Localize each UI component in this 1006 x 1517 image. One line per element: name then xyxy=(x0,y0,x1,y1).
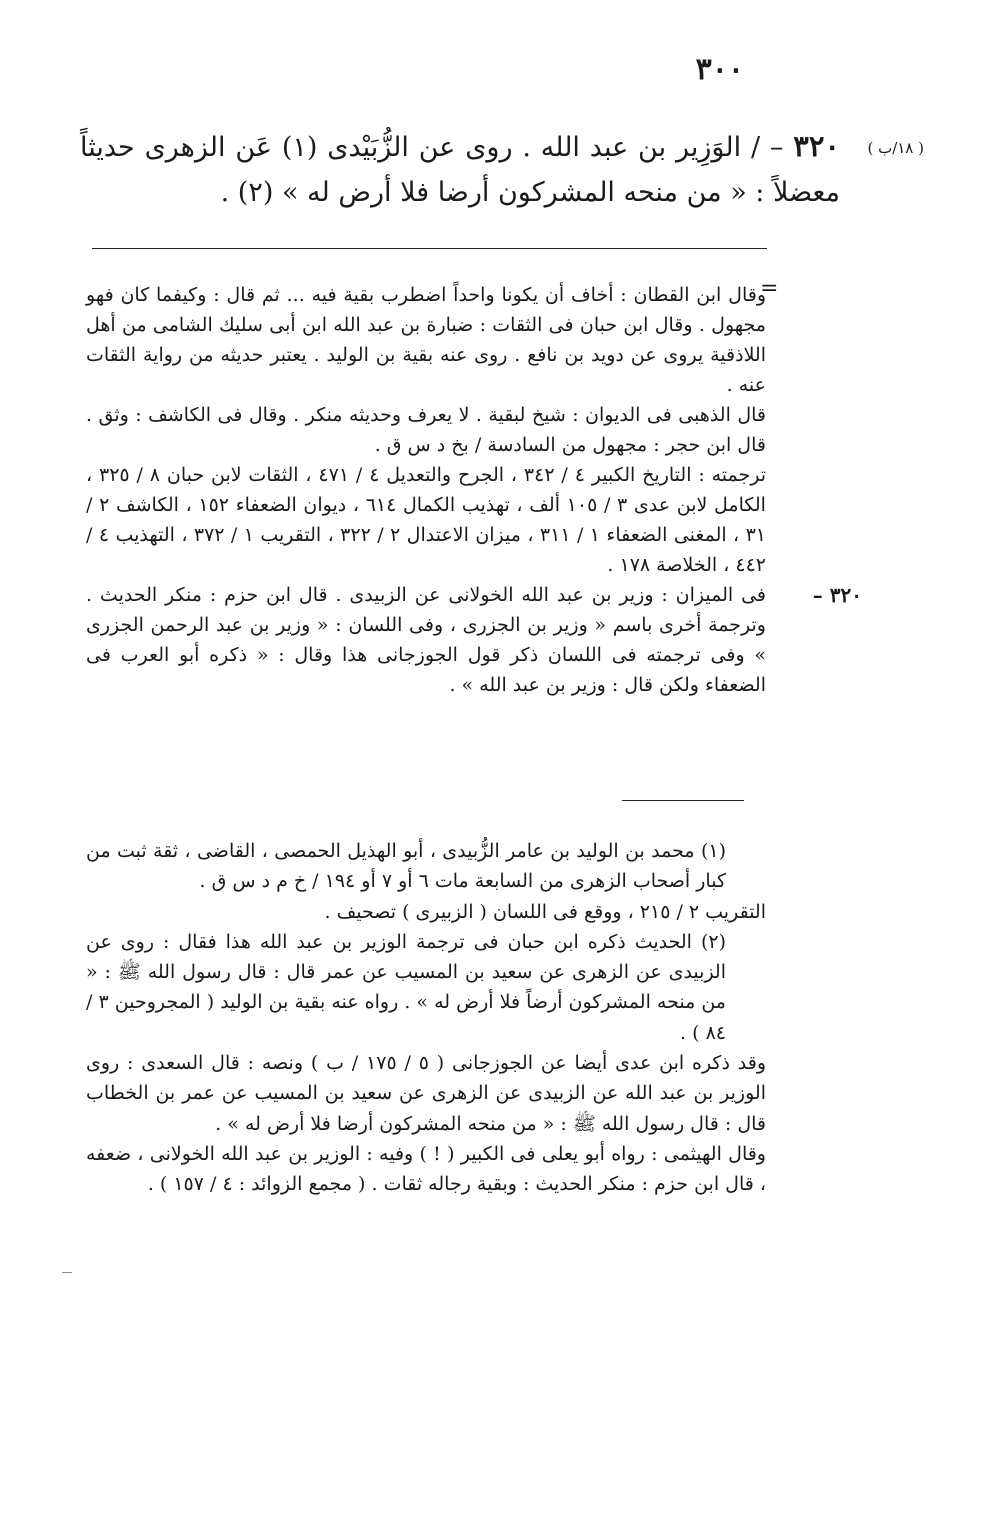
note-320-number: ٣٢٠ – xyxy=(812,583,862,607)
footnote-1: (١) محمد بن الوليد بن عامر الزُّبيدى ، أبو الهذيل الحمصى ، القاضى ، ثقة ثبت من كبار أصحاب الزهرى من السابعة مات ٦ أو ٧ أو ١٩٤ / خ م د س ق . xyxy=(86,840,726,893)
footnotes xyxy=(86,836,766,1200)
footnote-2-continuation: وقال الهيثمى : رواه أبو يعلى فى الكبير ( ! ) وفيه : الوزير بن عبد الله الخولانى ، ضعفه ، قال ابن حزم : منكر الحديث : وبقية رجاله ثقات . ( مجمع الزوائد : ٤ / ١٥٧ ) . xyxy=(86,1142,766,1196)
note-paragraph: ترجمته : التاريخ الكبير ٤ / ٣٤٢ ، الجرح والتعديل ٤ / ٤٧١ ، الثقات لابن حبان ٨ / ٣٢٥ ، الكامل لابن عدى ٣ / ١٠٥ ألف ، تهذيب الكمال ٦١٤ ، ديوان الضعفاء ١٥٢ ، الكاشف ٢ / ٣١ ، المغنى الضعفاء ١ / ٣١١ ، ميزان الاعتدال ٢ / ٣٢٢ ، التقريب ١ / ٣٧٢ ، التهذيب ٤ / ٤٤٢ ، الخلاصة ١٧٨ . xyxy=(86,464,767,576)
note-paragraph: قال الذهبى فى الديوان : شيخ لبقية . لا يعرف وحديثه منكر . وقال فى الكاشف : وثق . قال ابن حجر : مجهول من السادسة / بخ د س ق . xyxy=(86,404,766,456)
footnote-2: (٢) الحديث ذكره ابن حبان فى ترجمة الوزير بن عبد الله هذا فقال : روى عن الزبيدى عن الزهرى عن سعيد بن المسيب عن عمر قال : قال رسول الله ﷺ : « من منحه المشركون أرضاً فلا أرض له » . رواه عنه بقية بن الوليد ( المجروحين ٣ / ٨٤ ) . xyxy=(86,930,726,1044)
entry-text: – / الوَزِير بن عبد الله . روى عن الزُّبَيْدى (١) عَن الزهرى حديثاً معضلاً : « من منحه المشركون أرضا فلا أرض له » (٢) . xyxy=(80,132,840,208)
continuation-mark: = xyxy=(760,276,779,301)
footnote-1-source: التقريب ٢ / ٢١٥ ، ووقع فى اللسان ( الزبيرى ) تصحيف . xyxy=(324,900,766,923)
note-paragraph: وقال ابن القطان : أخاف أن يكونا واحداً اضطرب بقية فيه ... ثم قال : وكيفما كان فهو مجهول . وقال ابن حبان فى الثقات : ضبارة بن عبد الله ابن أبى سليك الشامى من أهل اللاذقية يروى عن دويد بن نافع . روى عنه بقية بن الوليد . يعتبر حديثه من رواية الثقات عنه . xyxy=(86,284,766,396)
main-text-divider xyxy=(92,248,767,249)
manuscript-folio-reference: ( ١٨/ب ) xyxy=(867,139,924,157)
footnote-divider xyxy=(622,800,744,801)
page-number: ٣٠٠ xyxy=(695,52,744,87)
note-320-text: فى الميزان : وزير بن عبد الله الخولانى عن الزبيدى . قال ابن حزم : منكر الحديث . وترجمة أخرى باسم « وزير بن الجزرى ، وفى اللسان : « وزير بن عبد الرحمن الجزرى » وفى ترجمته فى اللسان ذكر قول الجوزجانى هذا وقال : « ذكره أبو العرب فى الضعفاء ولكن قال : وزير بن عبد الله » . xyxy=(86,584,766,696)
note-320 xyxy=(86,580,862,700)
footnote-2-continuation: وقد ذكره ابن عدى أيضا عن الجوزجانى ( ٥ / ١٧٥ / ب ) ونصه : قال السعدى : روى الوزير بن عبد الله عن الزبيدى عن الزهرى عن سعيد بن المسيب عن عمر بن الخطاب قال : قال رسول الله ﷺ : « من منحه المشركون أرضا فلا أرض له » . xyxy=(86,1052,766,1135)
entry-number: ٣٢٠ xyxy=(793,129,840,163)
main-entry xyxy=(80,124,840,215)
scan-artifact xyxy=(62,1272,72,1273)
editor-notes xyxy=(86,280,862,700)
